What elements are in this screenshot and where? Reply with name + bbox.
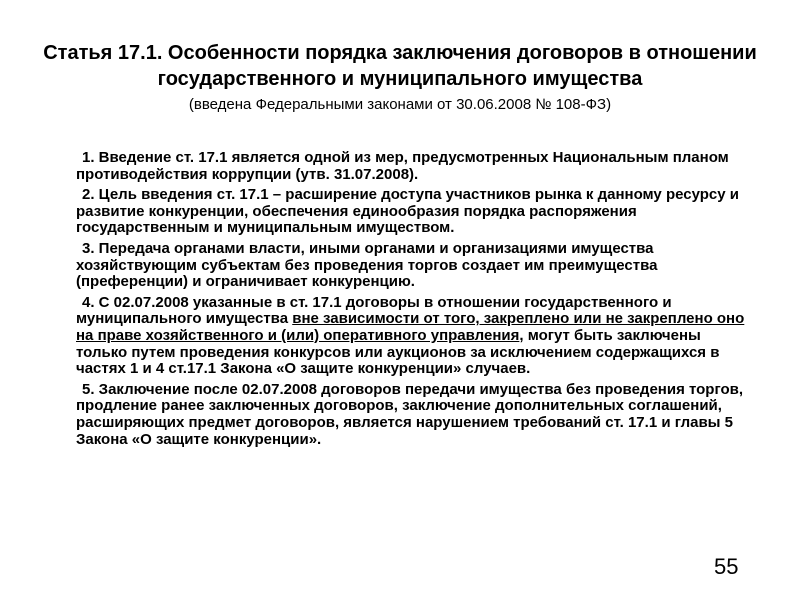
paragraph-5: 5. Заключение после 02.07.2008 договоров передачи имущества без проведения торгов, продление ранее заключенных договоров, заключение дополнительных соглашений, расширяющих предмет договоров, является нарушением требований ст. 17.1 и главы 5 Закона «О защите конкуренции». <box>76 380 744 448</box>
slide-body <box>76 150 746 452</box>
paragraph-4 <box>76 295 746 378</box>
paragraph-4-lead: 4. С 02.07.2008 указанные в ст. 17.1 договоры в отношении государственного и муниципального имущества <box>76 293 672 328</box>
page-number: 55 <box>714 554 739 579</box>
paragraph-1: 1. Введение ст. 17.1 является одной из мер, предусмотренных Национальным планом противодействия коррупции (утв. 31.07.2008). <box>76 149 729 183</box>
paragraph-2: 2. Цель введения ст. 17.1 – расширение доступа участников рынка к данному ресурсу и развитие конкуренции, обеспечения единообразия порядка распоряжения государственным и муниципальным имуществом. <box>76 186 739 237</box>
paragraph-4-underlined: вне зависимости от того, закреплено или не закреплено оно на праве хозяйственного и (или) оперативного управления <box>76 310 745 344</box>
slide-subtitle: (введена Федеральными законами от 30.06.2008 № 108-ФЗ) <box>188 96 612 113</box>
paragraph-4-tail: , могут быть заключены только путем проведения конкурсов или аукционов за исключением содержащихся в частях 1 и 4 ст.17.1 Закона «О защите конкуренции» случаев. <box>76 326 720 378</box>
slide-title: Статья 17.1. Особенности порядка заключения договоров в отношении государственного и муниципального имущества <box>43 42 757 90</box>
paragraph-3: 3. Передача органами власти, иными органами и организациями имущества хозяйствующим субъектам без проведения торгов создает им преимущества (преференции) и ограничивает конкуренцию. <box>76 239 658 291</box>
